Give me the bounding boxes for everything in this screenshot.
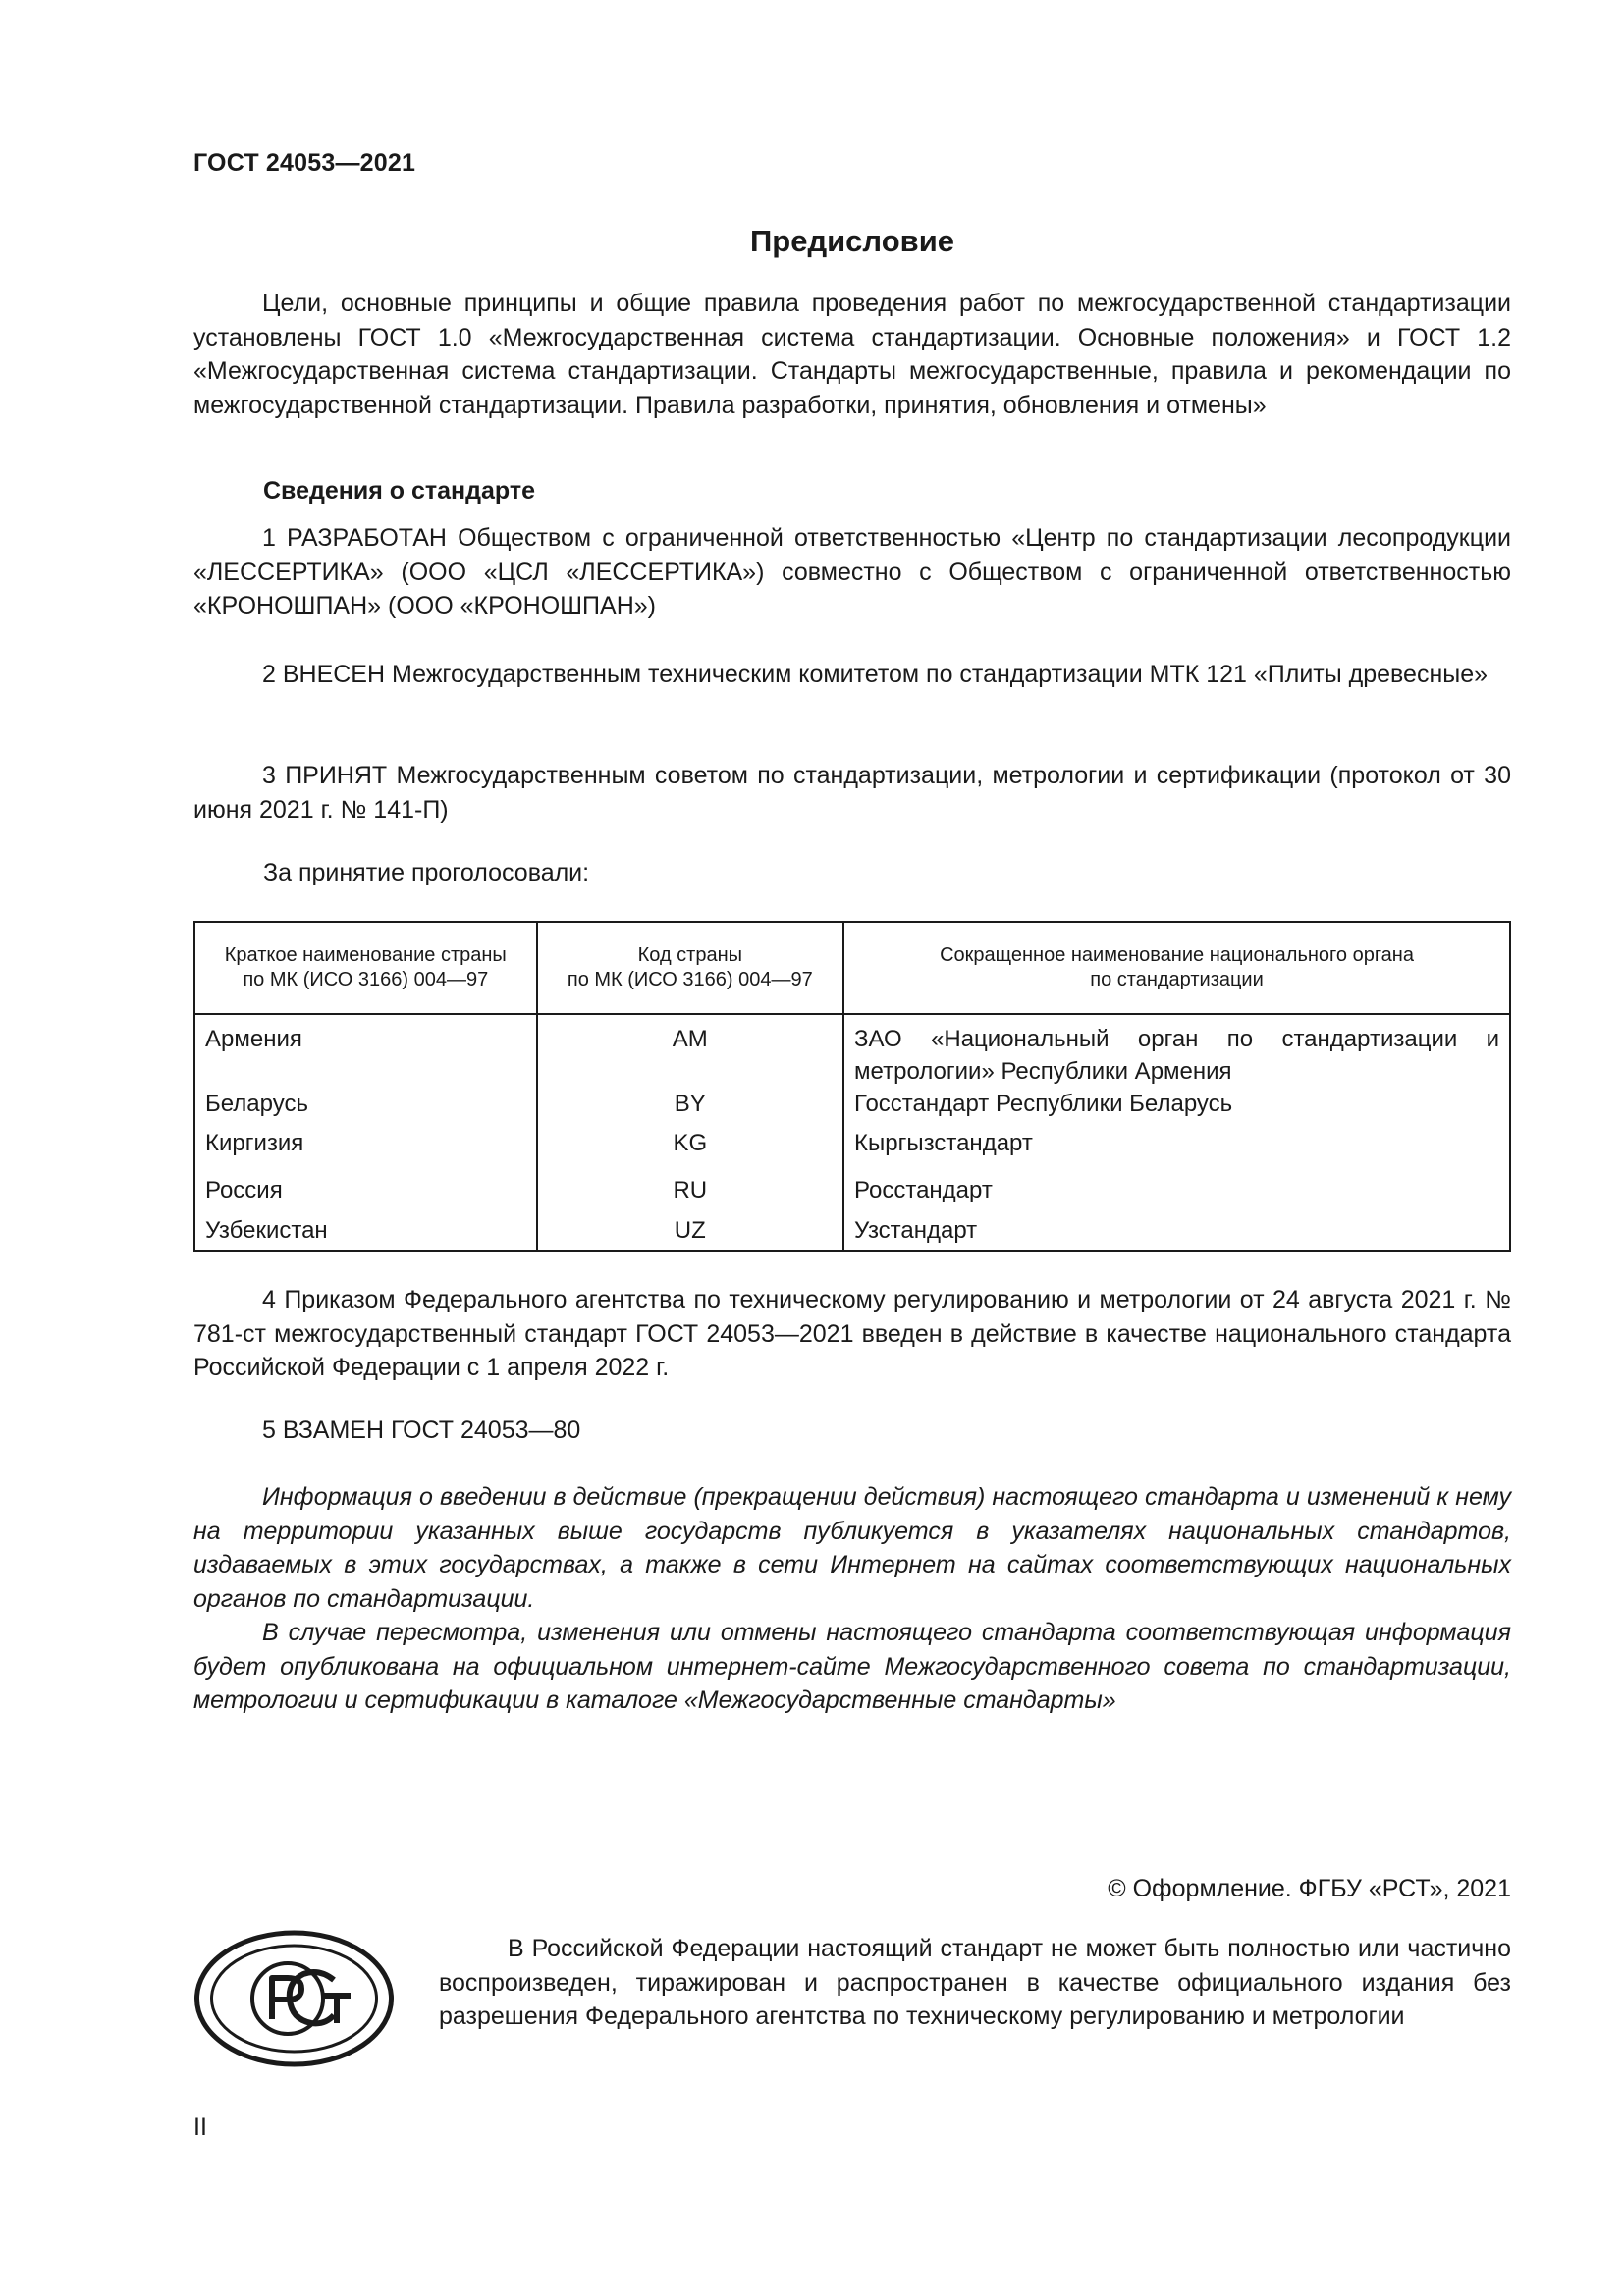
table-header-row	[194, 922, 1510, 1014]
cell-organization: ЗАО «Национальный орган по стандартизации и метрологии» Республики Армения	[843, 1014, 1510, 1088]
item-adopted-by: 3 ПРИНЯТ Межгосударственным советом по стандартизации, метрологии и сертификации (протокол от 30 июня 2021 г. № 141-П)	[193, 762, 1511, 824]
cell-code: UZ	[537, 1214, 843, 1251]
table-row	[194, 1214, 1510, 1251]
page-number: II	[193, 2113, 207, 2141]
cell-code: KG	[537, 1127, 843, 1174]
item-replaces: 5 ВЗАМЕН ГОСТ 24053—80	[262, 1416, 581, 1444]
item-enacted-by-order: 4 Приказом Федерального агентства по техническому регулированию и метрологии от 24 августа 2021 г. № 781-ст межгосударственный стандарт ГОСТ 24053—2021 введен в действие в качестве национального стандарта Российской Федерации с 1 апреля 2022 г.	[193, 1286, 1511, 1381]
header-organization: Сокращенное наименование национального органа по стандартизации	[843, 922, 1510, 1014]
cell-code: RU	[537, 1174, 843, 1214]
table-row	[194, 1174, 1510, 1214]
header-country: Краткое наименование страны по МК (ИСО 3166) 004—97	[194, 922, 537, 1014]
cell-organization: Росстандарт	[843, 1174, 1510, 1214]
copyright: © Оформление. ФГБУ «РСТ», 2021	[1108, 1875, 1511, 1902]
cell-country: Россия	[194, 1174, 537, 1214]
cell-country: Киргизия	[194, 1127, 537, 1174]
table-row	[194, 1127, 1510, 1174]
preface-title: Предисловие	[749, 224, 954, 258]
cell-country: Армения	[194, 1014, 537, 1088]
cell-country: Беларусь	[194, 1088, 537, 1127]
standard-info-heading: Сведения о стандарте	[263, 477, 536, 505]
cell-code: BY	[537, 1088, 843, 1127]
reproduction-notice: В Российской Федерации настоящий стандарт не может быть полностью или частично воспроизведен, тиражирован и распространен в качестве официального издания без разрешения Федерального агентства по техническому регулированию и метрологии	[439, 1935, 1511, 2030]
info-publication-notice: Информация о введении в действие (прекращении действия) настоящего стандарта и изменений к нему на территории указанных выше государств публикуется в указателях национальных стандартов, издаваемых в этих государствах, а также в сети Интернет на сайтах соответствующих национальных органов по стандартизации.	[193, 1483, 1511, 1613]
item-developed-by: 1 РАЗРАБОТАН Обществом с ограниченной ответственностью «Центр по стандартизации лесопродукции «ЛЕССЕРТИКА» (ООО «ЦСЛ «ЛЕССЕРТИКА») совместно с Обществом с ограниченной ответственностью «КРОНОШПАН» (ООО «КРОНОШПАН»)	[193, 524, 1511, 619]
cell-country: Узбекистан	[194, 1214, 537, 1251]
header-code: Код страны по МК (ИСО 3166) 004—97	[537, 922, 843, 1014]
item-submitted-by: 2 ВНЕСЕН Межгосударственным техническим комитетом по стандартизации МТК 121 «Плиты древесные»	[262, 661, 1489, 688]
preface-intro: Цели, основные принципы и общие правила проведения работ по межгосударственной стандартизации установлены ГОСТ 1.0 «Межгосударственная система стандартизации. Основные положения» и ГОСТ 1.2 «Межгосударственная система стандартизации. Стандарты межгосударственные, правила и рекомендации по межгосударственной стандартизации. Правила разработки, принятия, обновления и отмены»	[193, 290, 1511, 419]
document-code: ГОСТ 24053—2021	[193, 149, 416, 177]
cell-code: AM	[537, 1014, 843, 1088]
revision-notice: В случае пересмотра, изменения или отмены настоящего стандарта соответствующая информация будет опубликована на официальном интернет-сайте Межгосударственного совета по стандартизации, метрологии и сертификации в каталоге «Межгосударственные стандарты»	[193, 1619, 1511, 1714]
member-states-table	[193, 921, 1511, 1252]
cell-organization: Узстандарт	[843, 1214, 1510, 1251]
vote-label: За принятие проголосовали:	[263, 859, 590, 886]
cell-organization: Госстандарт Республики Беларусь	[843, 1088, 1510, 1127]
table-row	[194, 1088, 1510, 1127]
cell-organization: Кыргызстандарт	[843, 1127, 1510, 1174]
table-row	[194, 1014, 1510, 1088]
rst-logo-icon	[193, 1929, 395, 2068]
